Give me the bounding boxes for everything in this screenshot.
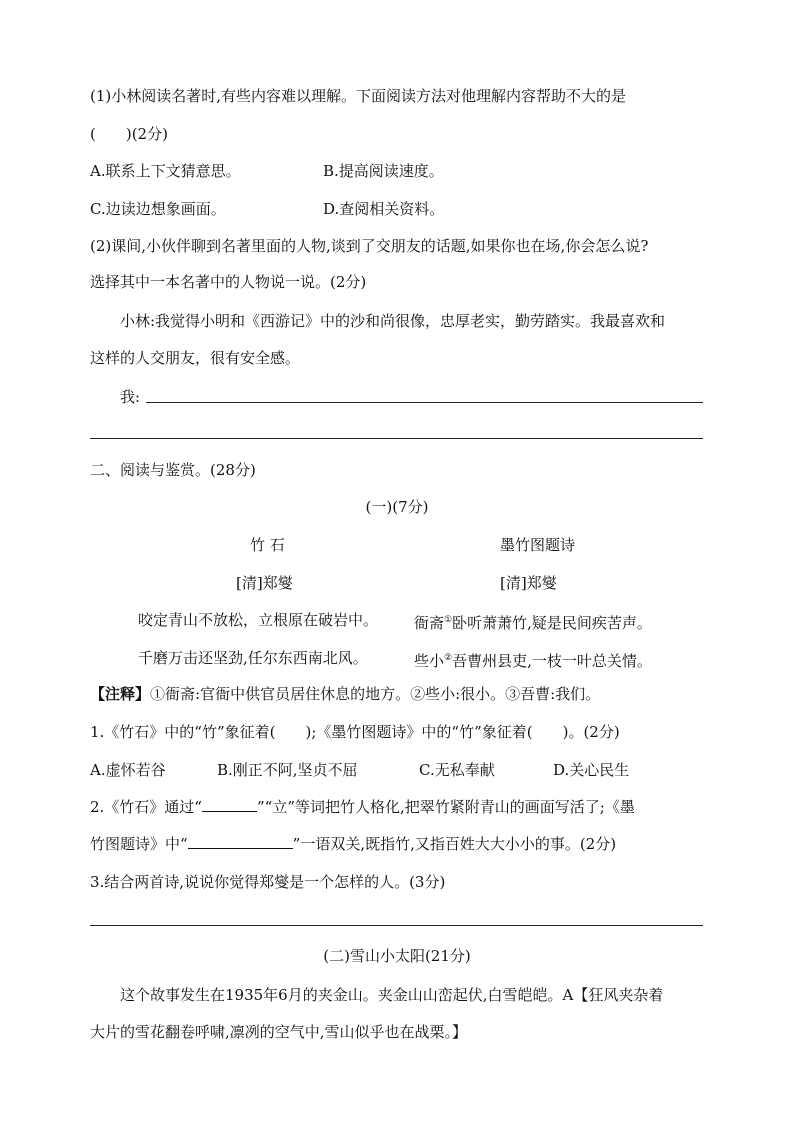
example-answer-line-1: 小林:我觉得小明和《西游记》中的沙和尚很像，忠厚老实，勤劳踏实。我最喜欢和 <box>120 312 666 330</box>
option-c: C.边读边想象画面。 <box>90 200 226 218</box>
notes-text: ①衙斋:官衙中供官员居住休息的地方。②些小:很小。③吾曹:我们。 <box>150 685 601 703</box>
rq1-option-d: D.关心民生 <box>553 761 630 779</box>
poem-2-line-2: 些小②吾曹州县吏,一枝一叶总关情。 <box>414 652 652 670</box>
question-1-answer-slot: ( )(2分) <box>90 125 168 143</box>
poem-1-author: [清]郑燮 <box>236 574 293 592</box>
reading-question-2: 2.《竹石》通过“ ”“立”等词把竹人格化,把翠竹紧附青山的画面写活了;《墨 <box>90 798 635 816</box>
poem-2-line-1: 衙斋①卧听萧萧竹,疑是民间疾苦声。 <box>414 614 652 632</box>
question-2-stem-cont: 选择其中一本名著中的人物说一说。(2分) <box>90 273 367 291</box>
note-mark-1: ① <box>444 615 453 625</box>
question-1-options-row-1 <box>90 161 444 181</box>
option-d: D.查阅相关资料。 <box>323 200 445 218</box>
rq1-option-a: A.虚怀若谷 <box>90 761 166 779</box>
answer-line-2[interactable] <box>90 438 703 439</box>
part-1-title: (一)(7分) <box>365 498 429 516</box>
poem-1-title: 竹 石 <box>250 536 285 554</box>
poem-1-line-1: 咬定青山不放松，立根原在破岩中。 <box>138 611 379 629</box>
option-a: A.联系上下文猜意思。 <box>90 162 241 180</box>
option-b: B.提高阅读速度。 <box>323 162 444 180</box>
passage-line-2: 大片的雪花翻卷呼啸,凛冽的空气中,雪山似乎也在战栗。】 <box>90 1023 468 1041</box>
example-answer-line-2: 这样的人交朋友，很有安全感。 <box>90 349 301 367</box>
notes-label: 【注释】 <box>90 685 151 703</box>
question-2-stem: (2)课间,小伙伴聊到名著里面的人物,谈到了交朋友的话题,如果你也在场,你会怎么说? <box>90 237 649 255</box>
notes <box>90 684 600 704</box>
passage-line-1: 这个故事发生在1935年6月的夹金山。夹金山山峦起伏,白雪皑皑。A【狂风夹杂着 <box>120 986 664 1004</box>
reading-question-2-cont: 竹图题诗》中“ ”一语双关,既指竹,又指百姓大大小小的事。(2分) <box>90 835 617 853</box>
poem-2-author: [清]郑燮 <box>500 574 557 592</box>
part-2-title: (二)雪山小太阳(21分) <box>323 947 471 965</box>
question-1-options-row-2 <box>90 199 444 219</box>
answer-line-3[interactable] <box>90 925 703 926</box>
reading-question-1: 1.《竹石》中的“竹”象征着( );《墨竹图题诗》中的“竹”象征着( )。(2分) <box>90 723 620 741</box>
question-1-stem: (1)小林阅读名著时,有些内容难以理解。下面阅读方法对他理解内容帮助不大的是 <box>90 87 627 105</box>
section-title: 二、阅读与鉴赏。(28分) <box>90 461 256 479</box>
poem-2-title: 墨竹图题诗 <box>500 536 576 554</box>
my-answer-label: 我: <box>120 388 141 406</box>
blank-2[interactable] <box>188 834 293 849</box>
reading-question-1-options <box>90 760 629 780</box>
note-mark-2: ② <box>444 653 453 663</box>
poem-1-line-2: 千磨万击还坚劲,任尔东西南北风。 <box>138 649 368 667</box>
rq1-option-b: B.刚正不阿,坚贞不屈 <box>217 761 358 779</box>
answer-line-1[interactable] <box>146 402 703 403</box>
rq1-option-c: C.无私奉献 <box>419 761 495 779</box>
blank-1[interactable] <box>202 797 257 812</box>
reading-question-3: 3.结合两首诗,说说你觉得郑燮是一个怎样的人。(3分) <box>90 873 446 891</box>
